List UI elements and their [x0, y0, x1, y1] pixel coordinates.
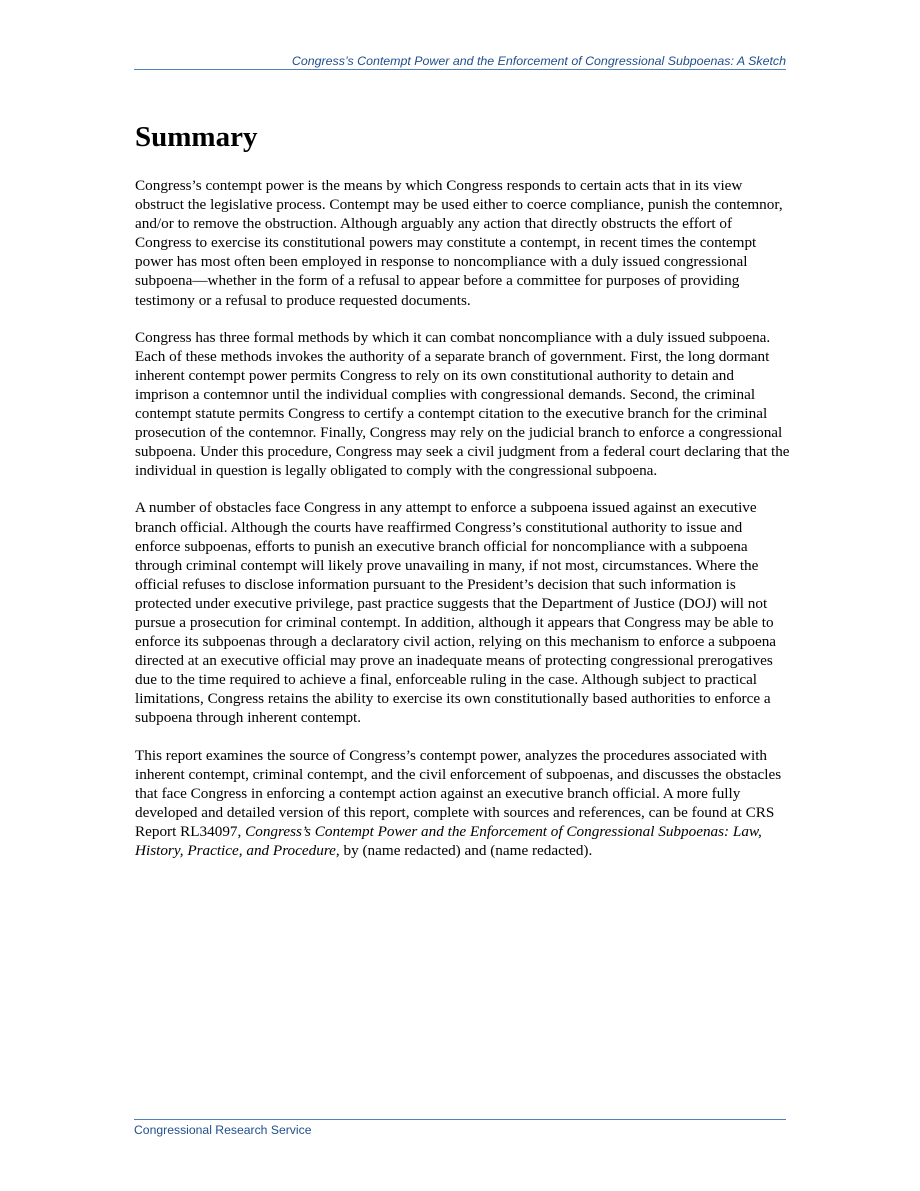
paragraph-1: Congress’s contempt power is the means by which Congress responds to certain acts that in its view obstruct the legislative process. Contempt may be used either to coerce compliance, punish the contemnor, and/or to remove the obstruction. Although arguably any action that directly obstructs the effort of Congress to exercise its constitutional powers may constitute a contempt, in recent times the contempt power has most often been employed in response to noncompliance with a duly issued congressional subpoena—whether in the form of a refusal to appear before a committee for purposes of providing testimony or a refusal to produce requested documents.	[135, 177, 783, 309]
summary-body	[135, 176, 790, 878]
paragraph-4-authors: , by (name redacted) and (name redacted).	[335, 842, 593, 859]
paragraph-4-text: This report examines the source of Congress’s contempt power, analyzes the procedures associated with inherent contempt, criminal contempt, and the civil enforcement of subpoenas, and discusses the obstacles that face Congress in enforcing a contempt action against an executive branch official. A more fully developed and detailed version of this report, complete with sources and references, can be found at CRS Report RL34097,	[135, 746, 782, 840]
paragraph-4	[135, 746, 790, 861]
page-title: Summary	[135, 121, 258, 153]
paragraph-3: A number of obstacles face Congress in any attempt to enforce a subpoena issued against an executive branch official. Although the courts have reaffirmed Congress’s constitutional authority to issue and enforce subpoenas, efforts to punish an executive branch official for noncompliance with a subpoena through criminal contempt will likely prove unavailing in many, if not most, circumstances. Where the official refuses to disclose information pursuant to the President’s decision that such information is protected under executive privilege, past practice suggests that the Department of Justice (DOJ) will not pursue a prosecution for criminal contempt. In addition, although it appears that Congress may be able to enforce its subpoenas through a declaratory civil action, relying on this mechanism to enforce a subpoena directed at an executive official may prove an inadequate means of protecting congressional prerogatives due to the time required to achieve a final, enforceable ruling in the case. Although subject to practical limitations, Congress retains the ability to exercise its own constitutionally based authorities to enforce a subpoena through inherent contempt.	[135, 499, 777, 727]
paragraph-2: Congress has three formal methods by which it can combat noncompliance with a duly issued subpoena. Each of these methods invokes the authority of a separate branch of government. First, the long dormant inherent contempt power permits Congress to rely on its own constitutional authority to detain and imprison a contemnor until the individual complies with congressional demands. Second, the criminal contempt statute permits Congress to certify a contempt citation to the executive branch for the criminal prosecution of the contemnor. Finally, Congress may rely on the judicial branch to enforce a congressional subpoena. Under this procedure, Congress may seek a civil judgment from a federal court declaring that the individual in question is legally obligated to comply with the congressional subpoena.	[135, 328, 790, 480]
report-title-citation: Congress’s Contempt Power and the Enforcement of Congressional Subpoenas: Law, History, Practice, and Procedure	[135, 822, 762, 859]
running-header: Congress’s Contempt Power and the Enforcement of Congressional Subpoenas: A Sketch	[134, 54, 786, 70]
page-footer: Congressional Research Service	[134, 1119, 786, 1137]
